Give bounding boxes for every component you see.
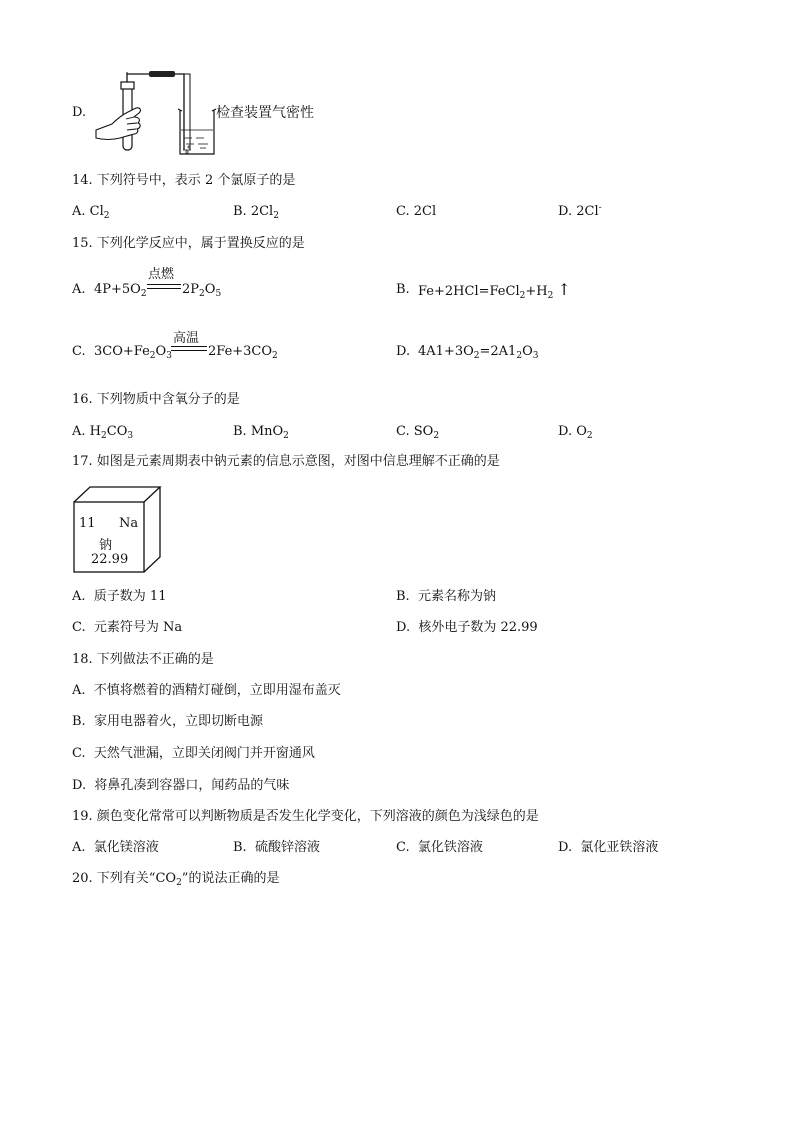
q15-option-a-equals (147, 284, 181, 289)
q15-option-d-equation: $4A1+3O_2=2A1_2O_3$ (418, 344, 539, 361)
q15-option-b-equation: $Fe+2HCl=FeCl_2+H_2$ ↑ (418, 280, 571, 301)
q15-option-c-reactants: $3CO+Fe_2O_3$ (94, 344, 172, 361)
atomic-number: 11 (79, 516, 96, 531)
q15-option-c-letter: C. (72, 344, 86, 359)
subscript: 2 (273, 211, 279, 221)
atomic-mass: 22.99 (91, 552, 129, 567)
q15-option-a-reactants: $4P+5O_2$ (94, 282, 147, 299)
formula: Cl (259, 204, 274, 219)
formula: 2Cl (576, 204, 599, 219)
airtightness-apparatus-figure (94, 68, 224, 160)
q15-option-a-letter: A. (72, 282, 86, 297)
q17-option-c: C. 元素符号为 Na (72, 620, 183, 635)
q18-option-a: A. 不慎将燃着的酒精灯碰倒，立即用湿布盖灭 (72, 683, 341, 698)
q17-option-d: D. 核外电子数为 22.99 (396, 620, 538, 635)
q14-stem: 14. 下列符号中，表示 2 个氯原子的是 (72, 173, 296, 188)
formula: Cl (89, 204, 104, 219)
q19-stem: 19. 颜色变化常常可以判断物质是否发生化学变化，下列溶液的颜色为浅绿色的是 (72, 809, 539, 824)
formula: 2Cl (413, 204, 437, 219)
q19-option-b: B. 硫酸锌溶液 (233, 840, 320, 855)
q18-option-d: D. 将鼻孔凑到容器口，闻药品的气味 (72, 778, 290, 793)
q15-option-c-equals (171, 346, 207, 351)
q20-stem: 20. 下列有关“$CO_2$”的说法正确的是 (72, 871, 280, 888)
subscript: 2 (103, 211, 110, 221)
q15-option-a-products: $2P_2O_5$ (182, 282, 222, 299)
q18-stem: 18. 下列做法不正确的是 (72, 652, 214, 667)
option-letter: A. (72, 204, 86, 219)
q16-option-a: A. $H_2CO_3$ (72, 424, 134, 441)
q17-option-b: B. 元素名称为钠 (396, 589, 496, 604)
superscript: - (598, 203, 602, 213)
q15-option-c-condition: 高温 (173, 331, 200, 346)
q13-option-d-letter: D. (72, 105, 87, 120)
q14-option-d (558, 203, 602, 221)
q19-option-d: D. 氯化亚铁溶液 (558, 840, 659, 855)
q19-option-a: A. 氯化镁溶液 (72, 840, 159, 855)
sodium-element-cell (72, 485, 164, 575)
option-letter: B. (233, 204, 247, 219)
q14-option-c (396, 203, 436, 221)
q18-option-c: C. 天然气泄漏，立即关闭阀门并开窗通风 (72, 746, 315, 761)
q18-option-b: B. 家用电器着火，立即切断电源 (72, 714, 263, 729)
q15-option-b-letter: B. (396, 282, 410, 297)
option-letter: D. (558, 204, 573, 219)
option-letter: C. (396, 204, 410, 219)
q15-option-a-condition: 点燃 (148, 267, 175, 282)
q17-stem: 17. 如图是元素周期表中钠元素的信息示意图，对图中信息理解不正确的是 (72, 454, 500, 469)
q16-stem: 16. 下列物质中含氧分子的是 (72, 392, 240, 407)
q14-option-a (72, 203, 110, 221)
q14-option-b (233, 203, 279, 221)
coefficient: 2 (250, 204, 260, 219)
q13-option-d-caption: 检查装置气密性 (216, 105, 314, 121)
q17-option-a: A. 质子数为 11 (72, 589, 167, 604)
q19-option-c: C. 氯化铁溶液 (396, 840, 483, 855)
q15-option-c-products: $2Fe+3CO_2$ (208, 344, 278, 361)
q16-option-b: B. MnO$_2$ (233, 424, 289, 441)
q16-option-c: C. $SO_2$ (396, 424, 440, 441)
q16-option-d: D. $O_2$ (558, 424, 593, 441)
q15-stem: 15. 下列化学反应中，属于置换反应的是 (72, 236, 305, 251)
element-symbol: Na (119, 516, 139, 531)
element-name: 钠 (99, 538, 113, 553)
q15-option-d-letter: D. (396, 344, 411, 359)
